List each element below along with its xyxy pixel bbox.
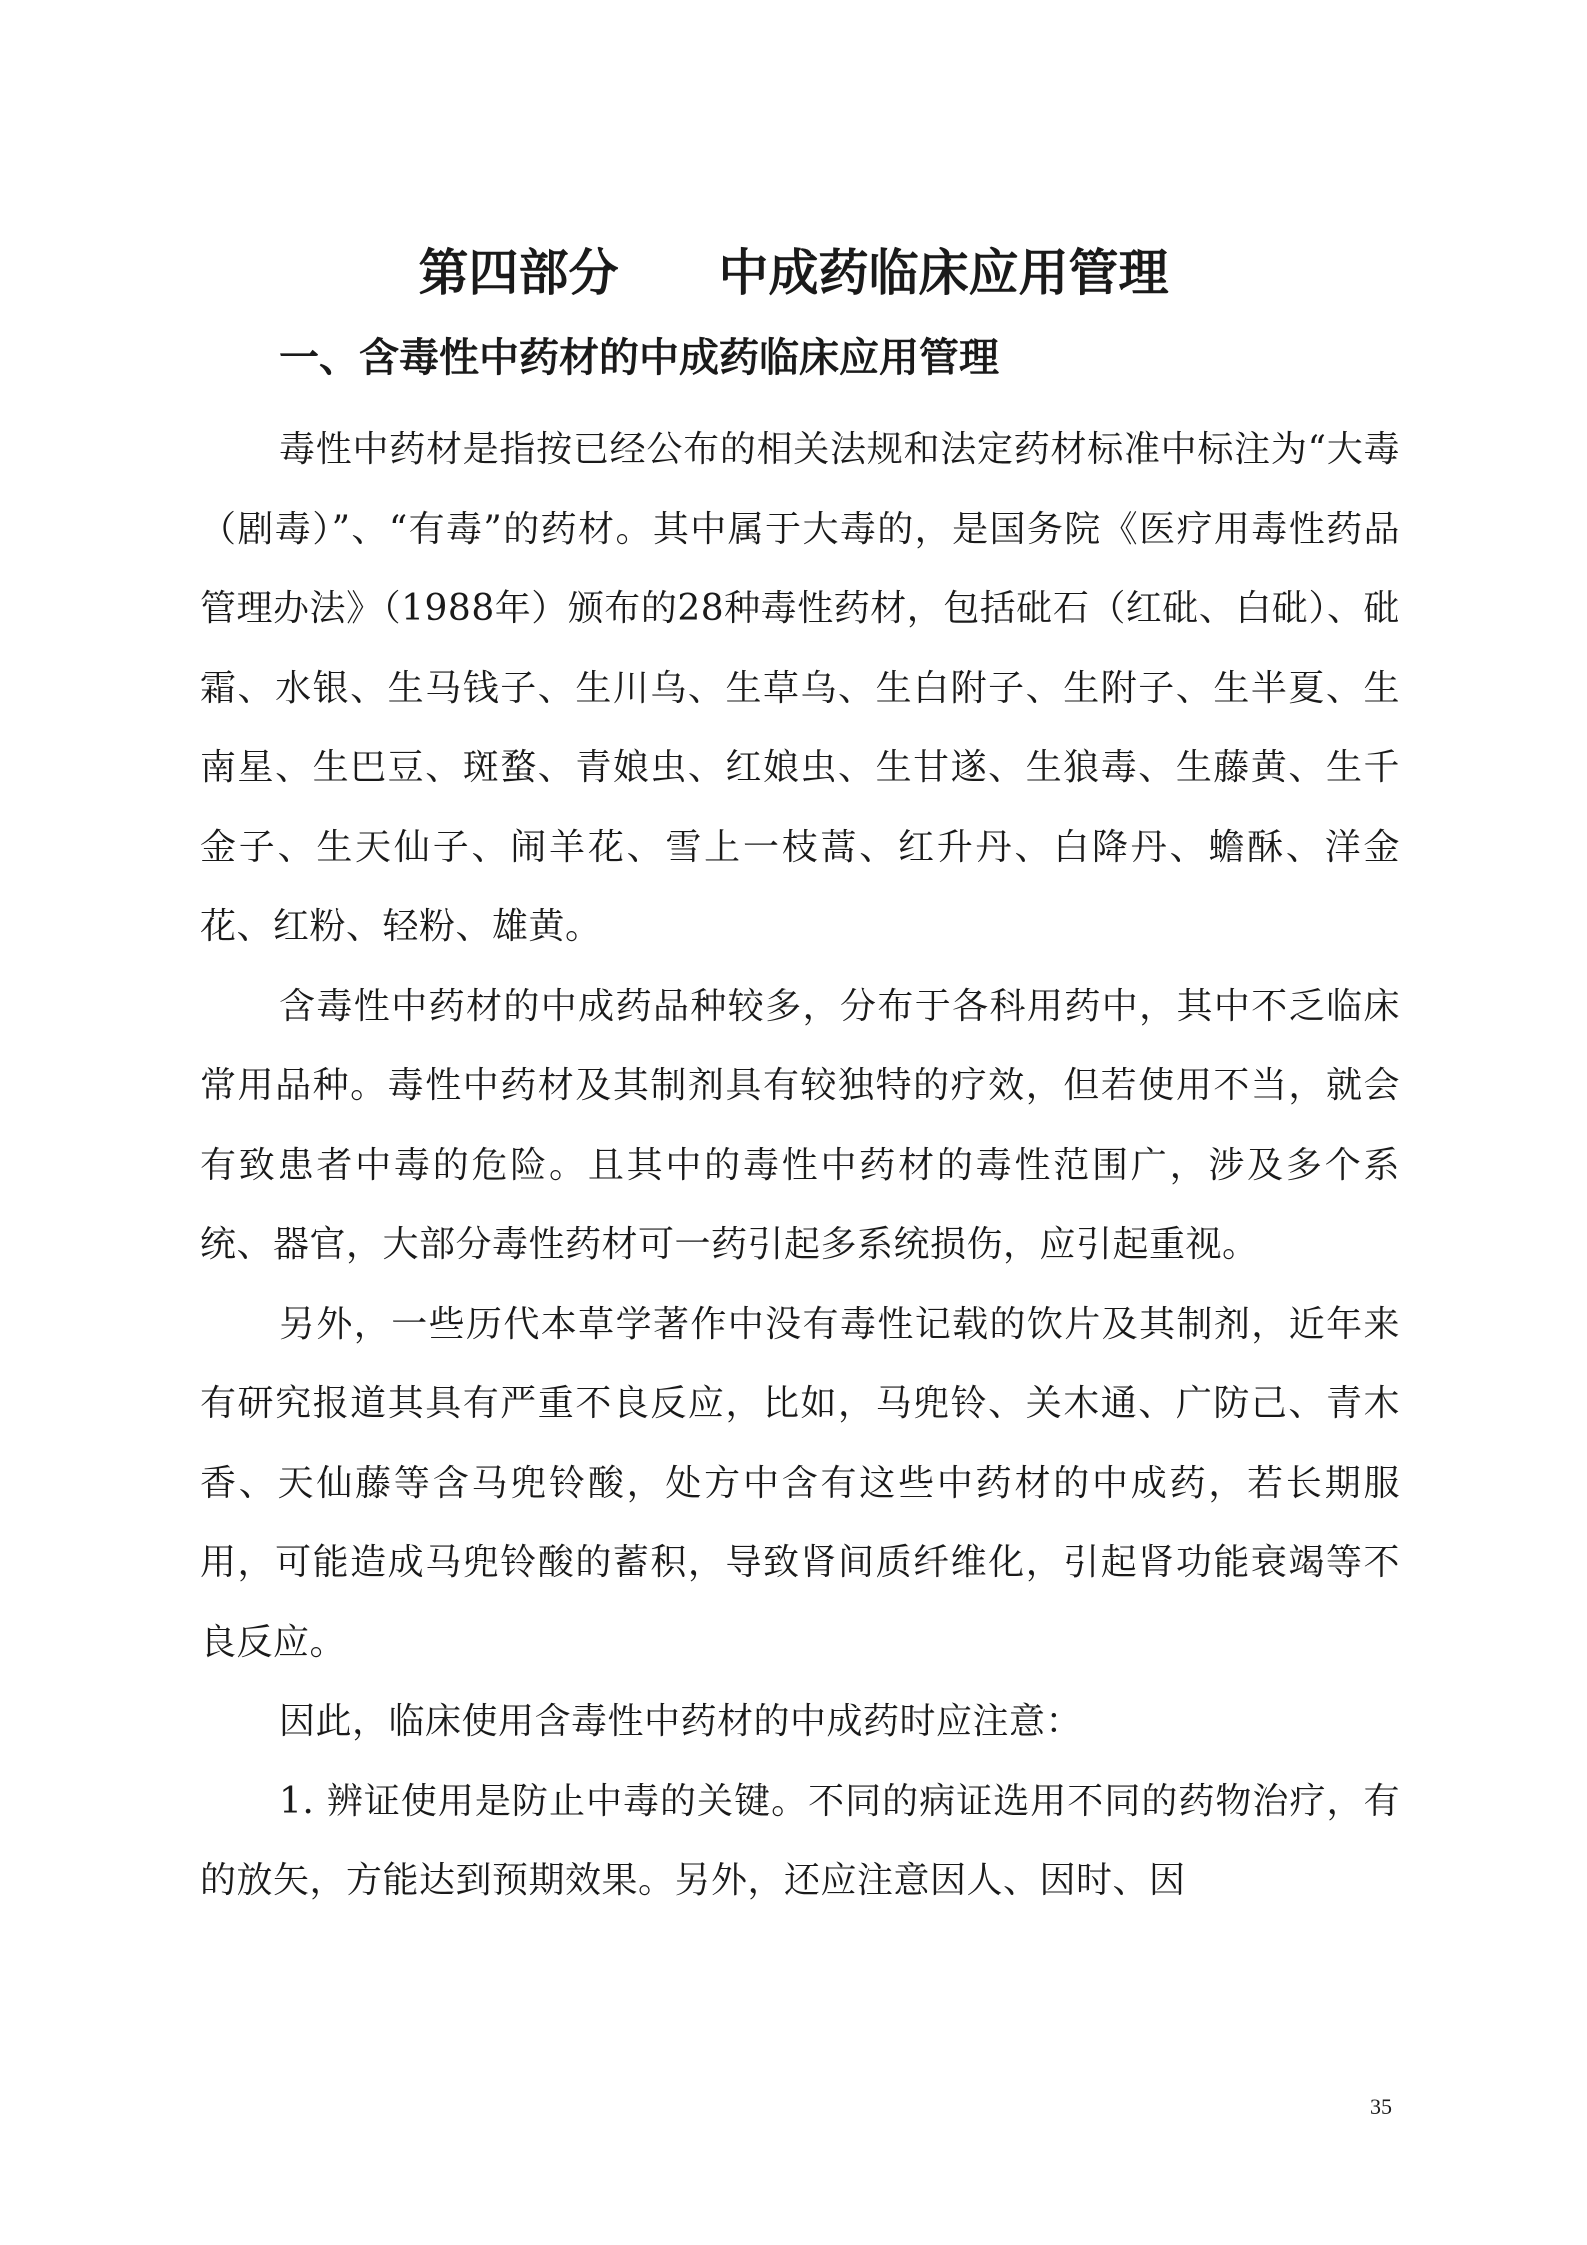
paragraph-toxic-materials-definition: 毒性中药材是指按已经公布的相关法规和法定药材标准中标注为“大毒（剧毒）”、“有毒”的药材。其中属于大毒的，是国务院《医疗用毒性药品管理办法》（1988年）颁布的28种毒性药材，包括砒石（红砒、白砒）、砒霜、水银、生马钱子、生川乌、生草乌、生白附子、生附子、生半夏、生南星、生巴豆、斑蝥、青娘虫、红娘虫、生甘遂、生狼毒、生藤黄、生千金子、生天仙子、闹羊花、雪上一枝蒿、红升丹、白降丹、蟾酥、洋金花、红粉、轻粉、雄黄。	[200, 429, 1400, 947]
paragraph-toxic-preparations: 含毒性中药材的中成药品种较多，分布于各科用药中，其中不乏临床常用品种。毒性中药材及其制剂具有较独特的疗效，但若使用不当，就会有致患者中毒的危险。且其中的毒性中药材的毒性范围广，涉及多个系统、器官，大部分毒性药材可一药引起多系统损伤，应引起重视。	[200, 985, 1400, 1265]
body-text	[200, 410, 1400, 1921]
paragraph-aristolochic-acid: 另外，一些历代本草学著作中没有毒性记载的饮片及其制剂，近年来有研究报道其具有严重不良反应，比如，马兜铃、关木通、广防己、青木香、天仙藤等含马兜铃酸，处方中含有这些中药材的中成药，若长期服用，可能造成马兜铃酸的蓄积，导致肾间质纤维化，引起肾功能衰竭等不良反应。	[200, 1303, 1400, 1663]
chapter-title: 第四部分 中成药临床应用管理	[418, 244, 1169, 302]
page-number: 35	[1370, 2094, 1392, 2119]
paragraph-note-1: 1. 辨证使用是防止中毒的关键。不同的病证选用不同的药物治疗，有的放矢，方能达到预期效果。另外，还应注意因人、因时、因	[200, 1780, 1400, 1901]
paragraph-clinical-notes-intro: 因此，临床使用含毒性中药材的中成药时应注意：	[279, 1701, 1083, 1742]
section-heading: 一、含毒性中药材的中成药临床应用管理	[279, 335, 999, 381]
